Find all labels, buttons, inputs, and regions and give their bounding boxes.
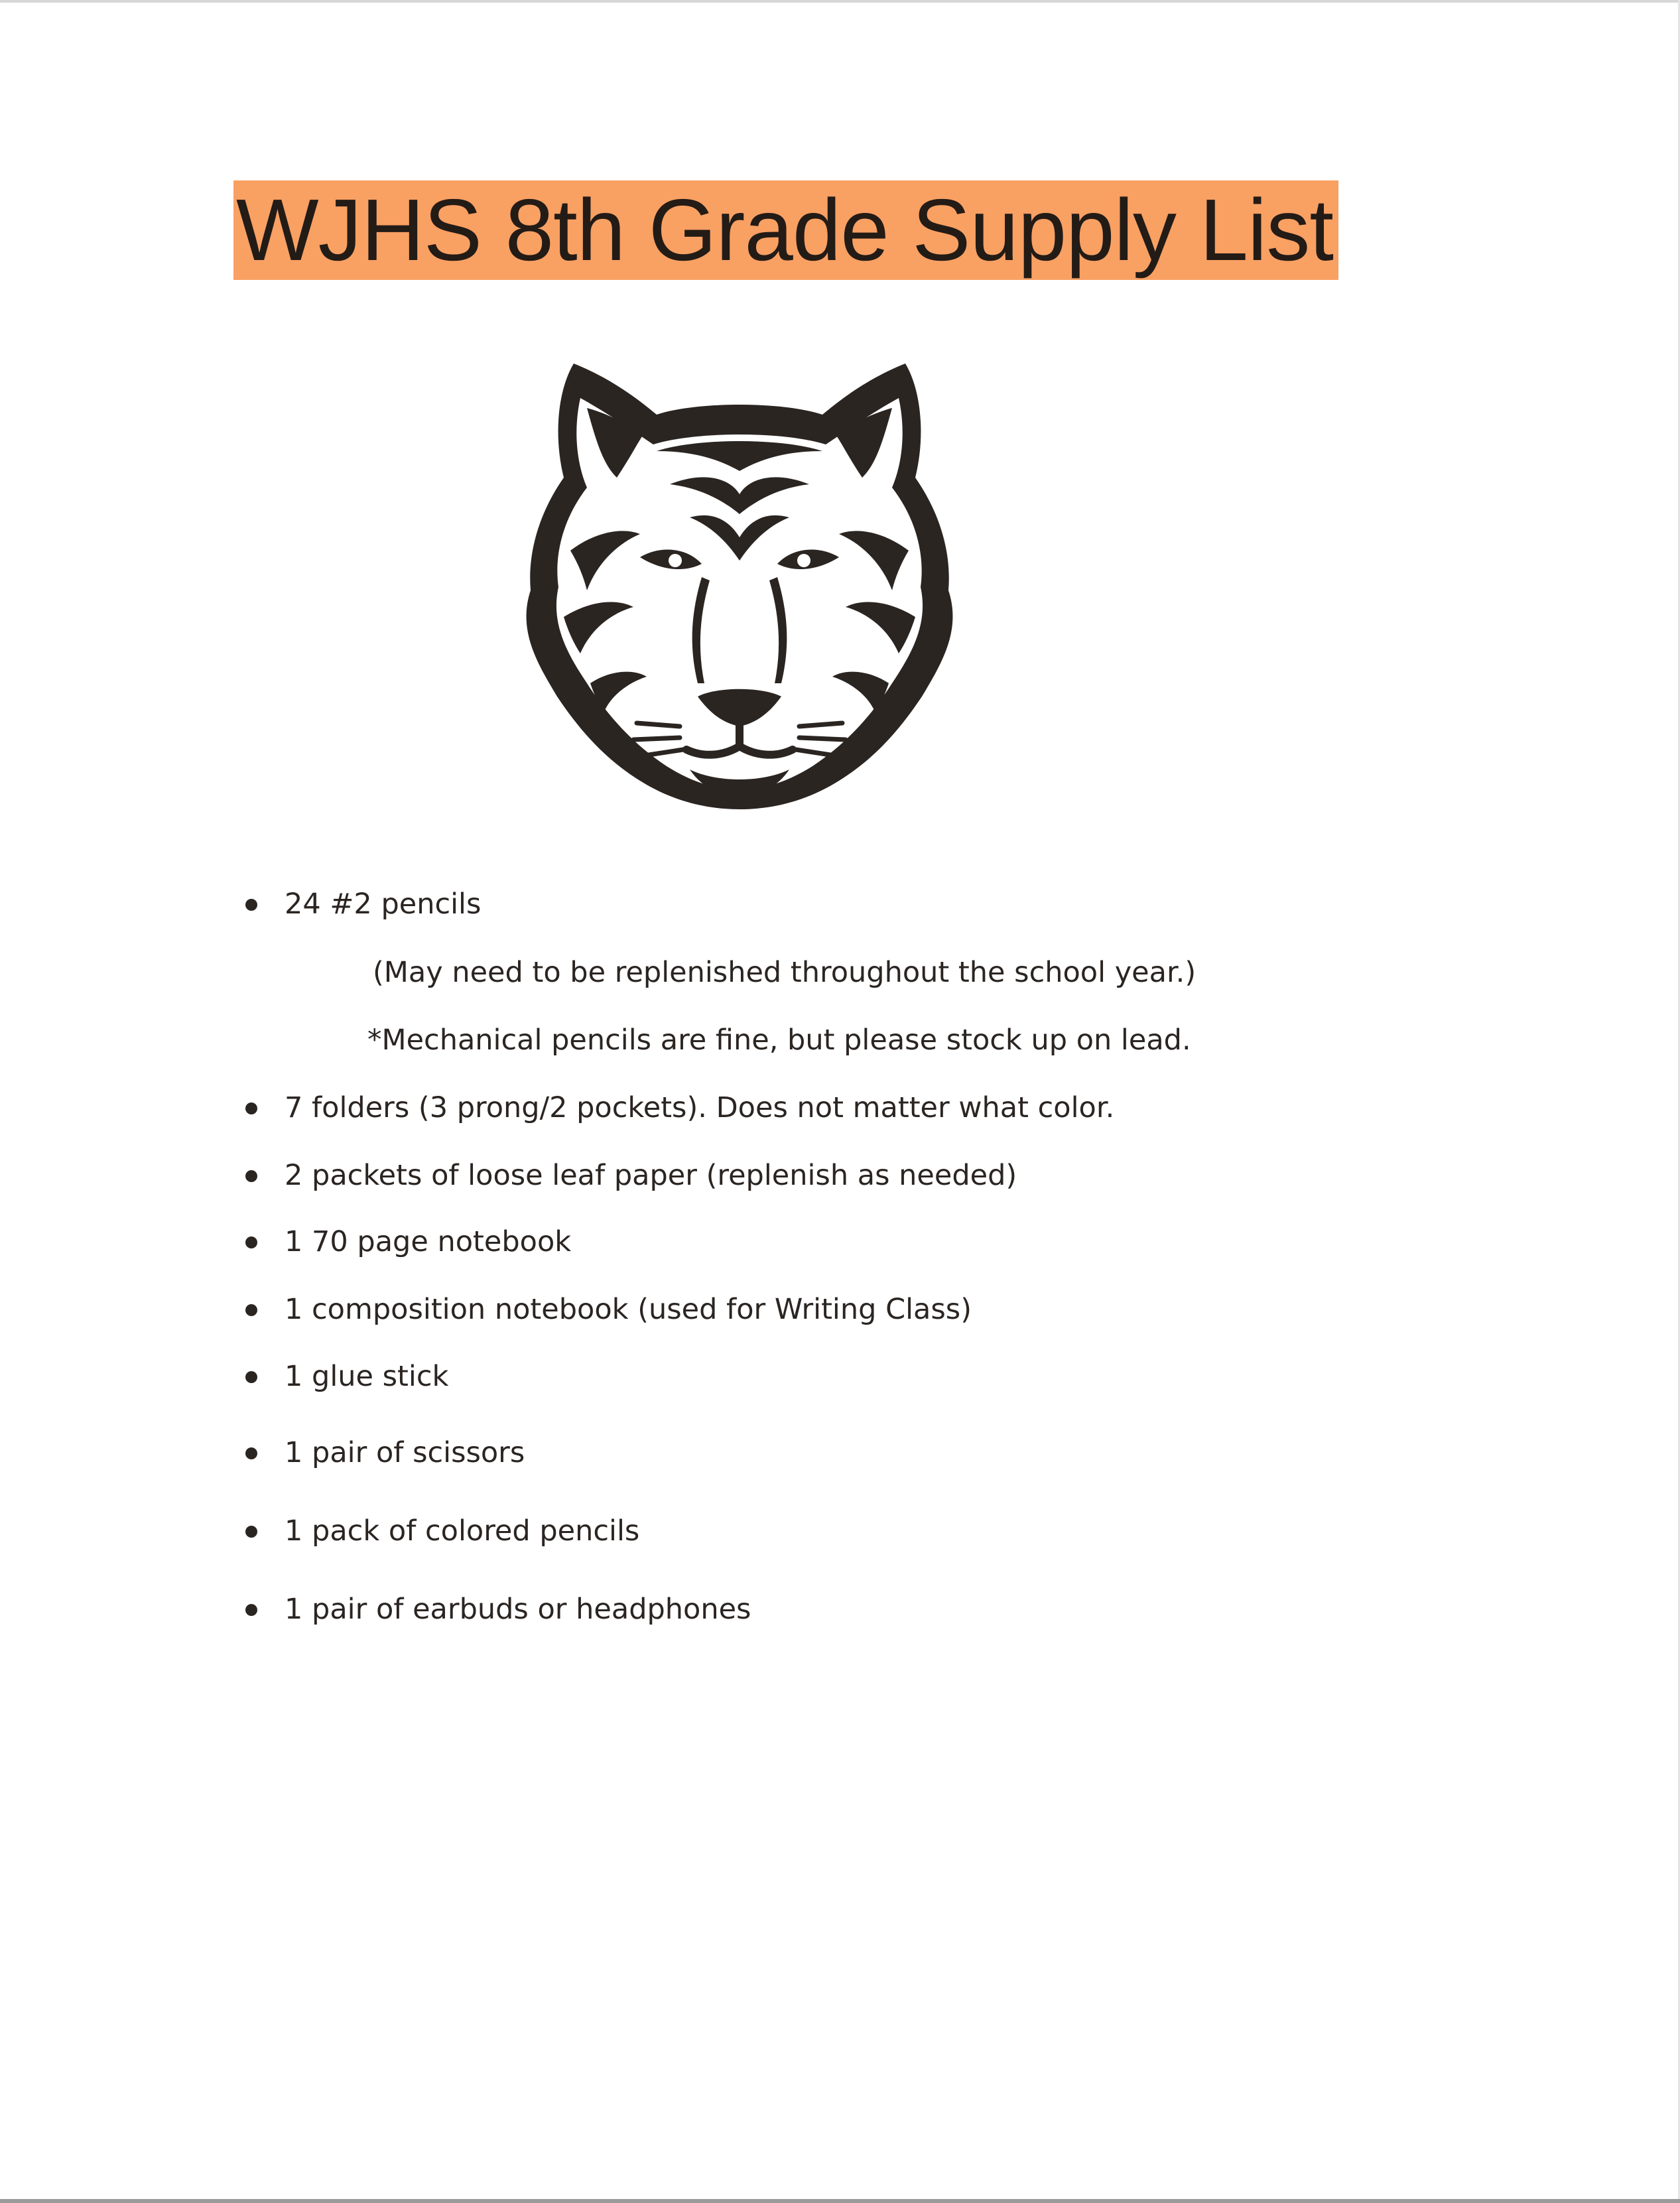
list-item: [0, 881, 1680, 927]
list-item: [0, 1152, 1680, 1199]
list-item: [0, 1353, 1680, 1400]
list-item-text: 2 packets of loose leaf paper (replenish as needed): [285, 1159, 1017, 1192]
list-item: [0, 1085, 1680, 1131]
bullet-icon: [245, 1102, 257, 1114]
bullet-icon: [245, 1304, 257, 1316]
list-item-text: 7 folders (3 prong/2 pockets). Does not matter what color.: [285, 1091, 1115, 1124]
list-item-text: 24 #2 pencils: [285, 888, 482, 921]
bullet-icon: [245, 1170, 257, 1182]
list-item: [0, 1286, 1680, 1333]
page-title: WJHS 8th Grade Supply List: [233, 180, 1338, 280]
list-item: [0, 1586, 1680, 1633]
list-item-text: 1 composition notebook (used for Writing Class): [285, 1293, 972, 1326]
list-item: [0, 1430, 1680, 1476]
list-item-text: 1 70 page notebook: [285, 1225, 572, 1258]
note-text: *Mechanical pencils are fine, but please stock up on lead.: [367, 1024, 1191, 1057]
list-item-text: 1 glue stick: [285, 1360, 449, 1393]
list-item-text: 1 pack of colored pencils: [285, 1514, 640, 1548]
bullet-icon: [245, 1371, 257, 1383]
bullet-icon: [245, 1447, 257, 1459]
list-item-note: [0, 949, 1680, 996]
bullet-icon: [245, 1526, 257, 1538]
list-item-note: [0, 1017, 1680, 1063]
list-item: [0, 1508, 1680, 1554]
list-item-text: 1 pair of earbuds or headphones: [285, 1593, 751, 1626]
bullet-icon: [245, 899, 257, 911]
list-item-text: 1 pair of scissors: [285, 1436, 525, 1469]
list-item: [0, 1219, 1680, 1265]
bullet-icon: [245, 1604, 257, 1616]
note-text: (May need to be replenished throughout the school year.): [373, 956, 1196, 989]
bullet-icon: [245, 1236, 257, 1248]
